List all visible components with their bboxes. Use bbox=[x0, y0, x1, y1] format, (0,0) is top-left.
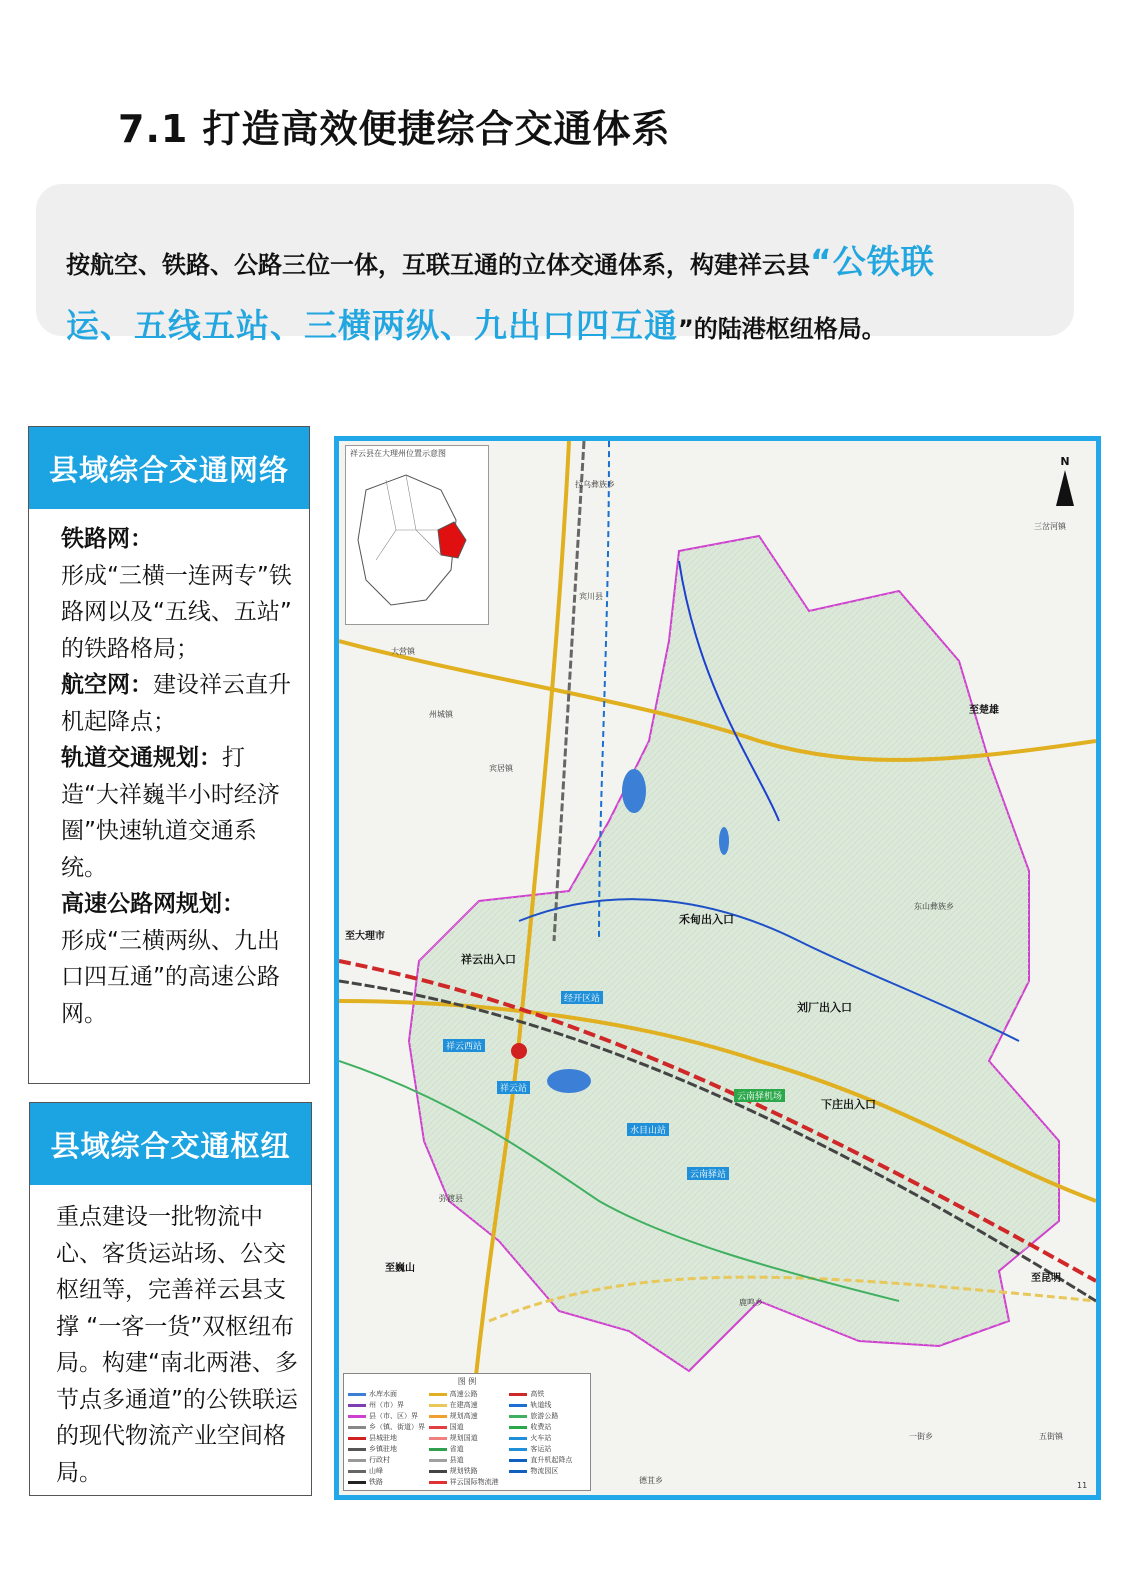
legend-label: 高速公路 bbox=[449, 1390, 478, 1398]
label-yunnanyi-station: 云南驿站 bbox=[687, 1167, 729, 1180]
legend-item bbox=[509, 1444, 586, 1454]
legend-label: 县城驻地 bbox=[369, 1434, 397, 1442]
legend-swatch bbox=[429, 1459, 447, 1462]
legend-item bbox=[429, 1477, 506, 1487]
legend-item bbox=[429, 1411, 506, 1421]
legend-item bbox=[348, 1400, 425, 1410]
legend-item bbox=[348, 1433, 425, 1443]
inset-title: 祥云县在大理州位置示意图 bbox=[350, 449, 446, 458]
label-to-chuxiong: 至楚雄 bbox=[969, 705, 999, 716]
transport-map bbox=[334, 436, 1101, 1500]
label-to-dali: 至大理市 bbox=[345, 931, 385, 942]
legend-label: 乡（镇、街道）界 bbox=[369, 1423, 425, 1431]
legend-item bbox=[509, 1389, 586, 1399]
legend-swatch bbox=[429, 1393, 447, 1396]
legend-item bbox=[429, 1422, 506, 1432]
legend-swatch bbox=[429, 1426, 447, 1429]
legend-label: 旅游公路 bbox=[530, 1412, 559, 1420]
legend-swatch bbox=[509, 1437, 527, 1440]
legend-label: 规划铁路 bbox=[449, 1467, 478, 1475]
intro-text-2: ”的陆港枢纽格局。 bbox=[678, 315, 886, 343]
xiangyun-highlight bbox=[438, 522, 466, 558]
highway-label: 高速公路网规划： bbox=[61, 891, 245, 917]
legend-swatch bbox=[429, 1448, 447, 1451]
label-deshi: 德苴乡 bbox=[639, 1476, 663, 1485]
legend-swatch bbox=[348, 1448, 366, 1451]
label-airport: 云南驿机场 bbox=[734, 1089, 785, 1102]
legend-swatch bbox=[348, 1481, 366, 1484]
transit-text: 打造“大祥巍半小时经济圈”快速轨道交通系统。 bbox=[61, 745, 280, 881]
legend-swatch bbox=[348, 1426, 366, 1429]
legend-item bbox=[429, 1466, 506, 1476]
panel-hub-title: 县域综合交通枢纽 bbox=[30, 1103, 311, 1185]
legend-item bbox=[429, 1389, 506, 1399]
legend-label: 火车站 bbox=[530, 1434, 552, 1442]
legend-title: 图 例 bbox=[457, 1377, 477, 1386]
legend-swatch bbox=[429, 1481, 447, 1484]
label-yijie: 一街乡 bbox=[909, 1432, 933, 1441]
reservoir-3 bbox=[719, 827, 729, 855]
legend-label: 直升机起降点 bbox=[530, 1456, 573, 1464]
legend-swatch bbox=[429, 1404, 447, 1407]
label-zhouchengzhen: 州城镇 bbox=[429, 710, 453, 719]
legend-swatch bbox=[509, 1404, 527, 1407]
intro-highlight-2: 运、五线五站、三横两纵、九出口四互通 bbox=[66, 306, 678, 345]
legend-label: 轨道线 bbox=[530, 1401, 552, 1409]
legend-label: 州（市）界 bbox=[369, 1401, 404, 1409]
legend-swatch bbox=[348, 1470, 366, 1473]
label-midu: 弥渡县 bbox=[439, 1194, 463, 1203]
legend-label: 在建高速 bbox=[449, 1401, 478, 1409]
legend-grid bbox=[344, 1387, 590, 1489]
legend-item bbox=[348, 1411, 425, 1421]
reservoir-2 bbox=[547, 1069, 591, 1093]
legend-swatch bbox=[348, 1415, 366, 1418]
legend-label: 铁路 bbox=[369, 1478, 383, 1486]
legend-item bbox=[348, 1455, 425, 1465]
legend-item bbox=[429, 1455, 506, 1465]
legend-swatch bbox=[509, 1415, 527, 1418]
county-seat-marker bbox=[511, 1043, 527, 1059]
legend-item bbox=[348, 1389, 425, 1399]
legend-label: 客运站 bbox=[530, 1445, 552, 1453]
legend-label: 省道 bbox=[449, 1445, 464, 1453]
legend-item bbox=[509, 1400, 586, 1410]
legend-item bbox=[509, 1433, 586, 1443]
label-binjuzhen: 宾居镇 bbox=[489, 764, 513, 773]
reservoir-1 bbox=[622, 769, 646, 813]
label-sanchahe: 三岔河镇 bbox=[1034, 522, 1066, 531]
label-luming: 鹿鸣乡 bbox=[739, 1298, 763, 1307]
legend-label: 高铁 bbox=[530, 1390, 545, 1398]
label-dayingzhen: 大营镇 bbox=[391, 647, 415, 656]
transit-label: 轨道交通规划： bbox=[61, 745, 222, 771]
label-wujie: 五街镇 bbox=[1039, 1432, 1063, 1441]
legend-label: 县道 bbox=[449, 1456, 464, 1464]
panel-network-title: 县域综合交通网络 bbox=[29, 427, 309, 509]
label-lixiang: 拉乌彝族乡 bbox=[575, 480, 615, 489]
legend-swatch bbox=[348, 1437, 366, 1440]
legend-swatch bbox=[509, 1393, 527, 1396]
label-hedian-exit: 禾甸出入口 bbox=[679, 913, 734, 926]
legend-label: 收费站 bbox=[530, 1423, 552, 1431]
label-shuimushan-station: 水目山站 bbox=[627, 1123, 669, 1136]
legend-swatch bbox=[509, 1448, 527, 1451]
legend-label: 规划高速 bbox=[449, 1412, 478, 1420]
legend-item bbox=[429, 1444, 506, 1454]
north-indicator bbox=[1056, 455, 1074, 506]
legend-label: 国道 bbox=[449, 1423, 464, 1431]
intro-highlight-1: “公铁联 bbox=[810, 242, 935, 281]
legend-item bbox=[509, 1411, 586, 1421]
legend-label: 乡镇驻地 bbox=[369, 1445, 397, 1453]
north-arrow-icon bbox=[1056, 470, 1074, 506]
map-page-number: 11 bbox=[1077, 1481, 1088, 1490]
legend-swatch bbox=[348, 1393, 366, 1396]
label-xiazhuang-exit: 下庄出入口 bbox=[821, 1098, 876, 1111]
air-label: 航空网： bbox=[61, 672, 153, 698]
intro-line-1 bbox=[66, 236, 935, 283]
panel-hub-body: 重点建设一批物流中心、客货运站场、公交枢纽等，完善祥云县支撑 “一客一货”双枢纽布局。构建“南北两港、多节点多通道”的公铁联运的现代物流产业空间格局。 bbox=[56, 1204, 298, 1486]
legend-item bbox=[348, 1422, 425, 1432]
legend-swatch bbox=[348, 1459, 366, 1462]
label-jingkaiqu-station: 经开区站 bbox=[561, 991, 603, 1004]
legend-swatch bbox=[429, 1437, 447, 1440]
legend-swatch bbox=[348, 1404, 366, 1407]
label-liuchang-exit: 刘厂出入口 bbox=[797, 1001, 852, 1014]
panel-transport-network bbox=[28, 426, 310, 1084]
legend-label: 县（市、区）界 bbox=[369, 1412, 418, 1420]
legend-swatch bbox=[509, 1470, 527, 1473]
legend-label: 水库水面 bbox=[369, 1390, 397, 1398]
legend-item bbox=[429, 1433, 506, 1443]
legend-label: 行政村 bbox=[369, 1456, 390, 1464]
map-legend bbox=[343, 1373, 591, 1491]
label-xiangyun-west-station: 祥云西站 bbox=[443, 1039, 485, 1052]
legend-item bbox=[348, 1466, 425, 1476]
inset-canvas bbox=[346, 460, 488, 624]
legend-swatch bbox=[509, 1426, 527, 1429]
location-inset-map bbox=[345, 445, 489, 625]
legend-swatch bbox=[429, 1470, 447, 1473]
panel-transport-hub bbox=[29, 1102, 312, 1496]
legend-label: 规划国道 bbox=[449, 1434, 478, 1442]
label-to-weishan: 至巍山 bbox=[385, 1263, 415, 1274]
label-binchuan: 宾川县 bbox=[579, 592, 603, 601]
legend-label: 祥云国际物流港 bbox=[449, 1478, 499, 1486]
legend-item bbox=[348, 1477, 425, 1487]
legend-label: 物流园区 bbox=[530, 1467, 559, 1475]
north-label: N bbox=[1060, 455, 1070, 468]
legend-label: 山峰 bbox=[369, 1467, 383, 1475]
legend-swatch bbox=[509, 1459, 527, 1462]
page-title: 7.1 打造高效便捷综合交通体系 bbox=[118, 107, 671, 151]
legend-swatch bbox=[429, 1415, 447, 1418]
intro-line-2 bbox=[66, 300, 886, 347]
legend-item bbox=[429, 1400, 506, 1410]
legend-item bbox=[509, 1422, 586, 1432]
panel-network-body bbox=[29, 509, 309, 1032]
legend-item bbox=[509, 1455, 586, 1465]
label-xiangyun-station: 祥云站 bbox=[497, 1081, 530, 1094]
legend-item bbox=[509, 1466, 586, 1476]
rail-text: 形成“三横一连两专”铁路网以及“五线、五站” 的铁路格局； bbox=[61, 562, 292, 662]
rail-label: 铁路网： bbox=[61, 526, 153, 552]
highway-text: 形成“三横两纵、九出口四互通”的高速公路网。 bbox=[61, 927, 280, 1027]
label-xiangyun-exit: 祥云出入口 bbox=[461, 953, 516, 966]
legend-item bbox=[348, 1444, 425, 1454]
air-text: 建设祥云直升机起降点； bbox=[61, 672, 291, 735]
intro-text-1: 按航空、铁路、公路三位一体，互联互通的立体交通体系，构建祥云县 bbox=[66, 251, 810, 279]
label-dongshan: 东山彝族乡 bbox=[914, 902, 954, 911]
label-to-kunming: 至昆明 bbox=[1031, 1273, 1061, 1284]
